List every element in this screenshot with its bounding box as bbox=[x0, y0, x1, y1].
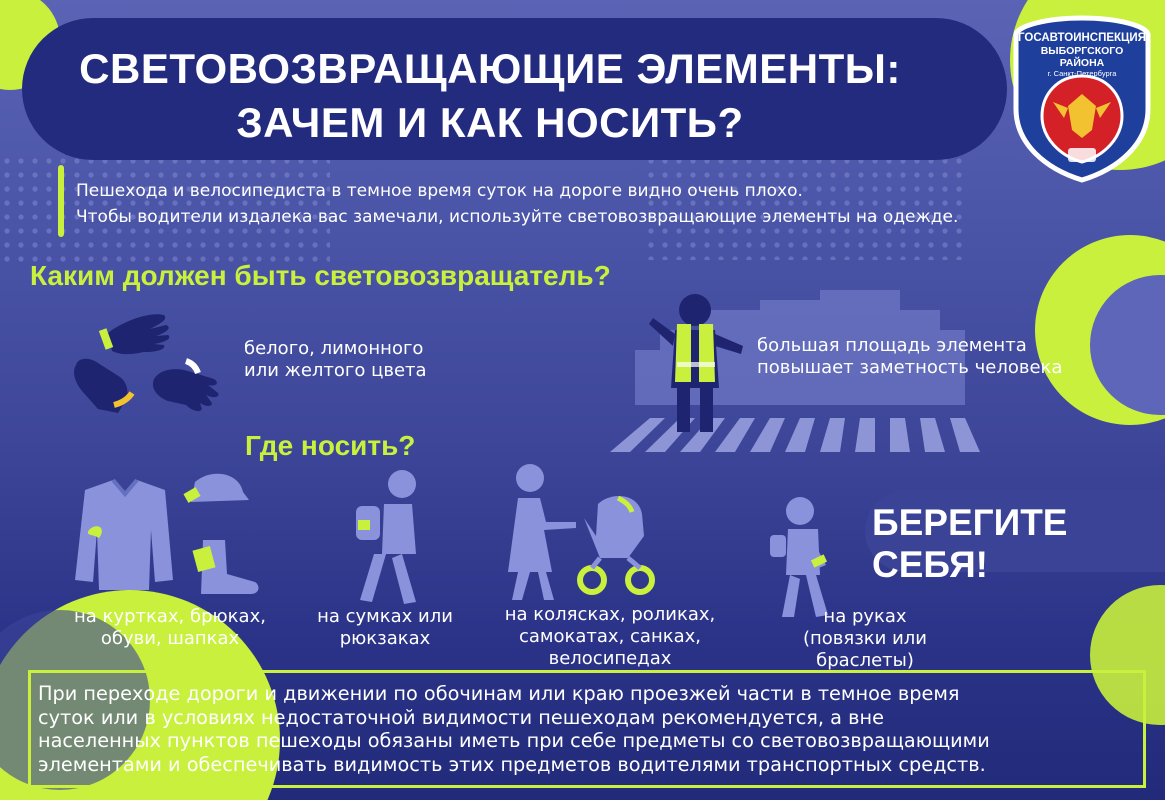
rule-line-3: населенных пунктов пешеходы обязаны иметь при себе предметы со световозвращающими bbox=[38, 729, 990, 752]
where-item-bags bbox=[300, 606, 470, 650]
area-line-2: повышает заметность человека bbox=[757, 357, 1063, 378]
page-title bbox=[60, 42, 920, 150]
color-requirement-text bbox=[244, 338, 427, 382]
color-line-2: или желтого цвета bbox=[244, 360, 427, 381]
child-armband-icon bbox=[768, 495, 838, 620]
intro-text bbox=[76, 178, 1146, 230]
where-clothing-line-1: на куртках, брюках, bbox=[74, 606, 266, 627]
where-bags-line-2: рюкзаках bbox=[339, 628, 431, 649]
title-line-2: ЗАЧЕМ И КАК НОСИТЬ? bbox=[236, 99, 744, 146]
where-arms-line-1: на руках bbox=[823, 606, 907, 627]
area-requirement-text bbox=[757, 335, 1062, 379]
rule-line-2: суток или в условиях недостаточной видимости пешеходам рекомендуется, а вне bbox=[38, 705, 884, 729]
emblem-line-1: ГОСАВТОИНСПЕКЦИЯ bbox=[1018, 32, 1146, 44]
rule-line-1: При переходе дороги и движении по обочинам или краю проезжей части в темное время bbox=[38, 682, 960, 705]
slogan-text: БЕРЕГИТЕ СЕБЯ! bbox=[872, 502, 1068, 585]
emblem-line-2: ВЫБОРГСКОГО РАЙОНА bbox=[1040, 45, 1124, 69]
where-item-clothing bbox=[55, 606, 285, 650]
section-heading-where: Где носить? bbox=[245, 430, 416, 461]
color-line-1: белого, лимонного bbox=[244, 338, 424, 359]
gloves-icon bbox=[68, 305, 228, 420]
area-line-1: большая площадь элемента bbox=[757, 335, 1027, 356]
rule-text bbox=[38, 682, 1138, 776]
title-line-1: СВЕТОВОЗВРАЩАЮЩИЕ ЭЛЕМЕНТЫ: bbox=[79, 45, 901, 92]
person-vest-icon bbox=[645, 290, 745, 435]
where-transport-line-1: на колясках, роликах, bbox=[504, 604, 716, 625]
section-heading-what: Каким должен быть световозвращатель? bbox=[30, 260, 611, 291]
emblem-text bbox=[1018, 32, 1146, 79]
person-backpack-icon bbox=[350, 470, 430, 605]
clothing-icon bbox=[55, 470, 265, 610]
intro-line-1: Пешехода и велосипедиста в темное время суток на дороге видно очень плохо. bbox=[76, 181, 803, 201]
where-item-arms bbox=[755, 606, 975, 672]
where-arms-line-2: (повязки или браслеты) bbox=[802, 628, 927, 671]
stroller-icon bbox=[500, 462, 660, 602]
emblem-line-3: г. Санкт-Петербурга bbox=[1047, 69, 1117, 78]
where-transport-line-3: велосипедах bbox=[548, 648, 672, 669]
where-bags-line-1: на сумках или bbox=[317, 606, 453, 627]
intro-line-2: Чтобы водители издалека вас замечали, используйте световозвращающие элементы на одежде. bbox=[76, 207, 959, 227]
where-clothing-line-2: обуви, шапках bbox=[100, 628, 240, 649]
intro-accent-bar bbox=[58, 165, 64, 237]
rule-line-4: элементами и обеспечивать видимость этих предметов водителями транспортных средств. bbox=[38, 752, 986, 776]
where-transport-line-2: самокатах, санках, bbox=[518, 626, 701, 647]
where-item-transport bbox=[480, 604, 740, 670]
